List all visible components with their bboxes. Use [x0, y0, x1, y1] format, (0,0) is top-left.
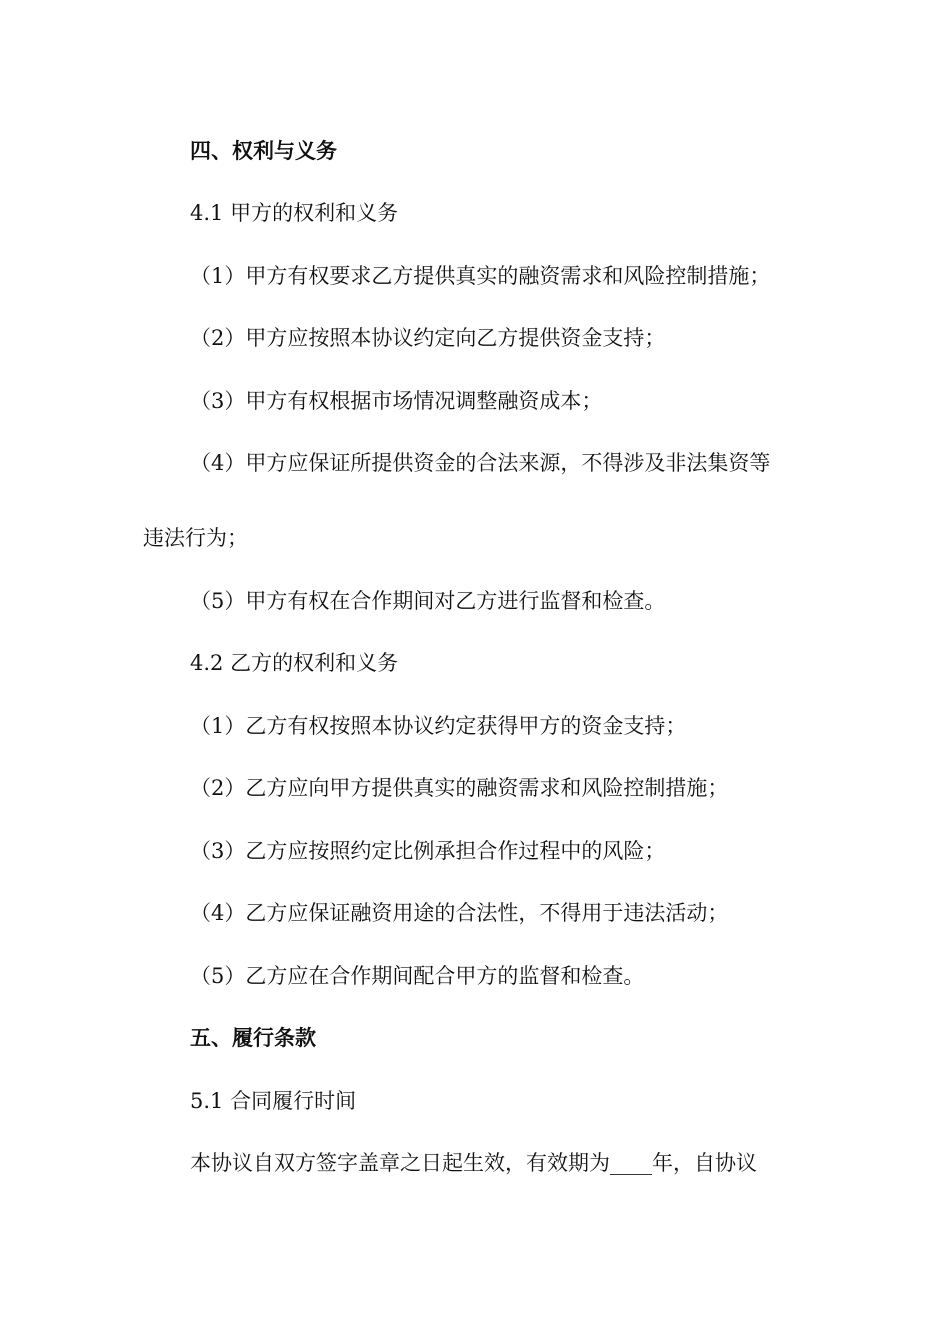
- clause-item: （1）乙方有权按照本协议约定获得甲方的资金支持；: [190, 714, 687, 738]
- clause-item: （2）乙方应向甲方提供真实的融资需求和风险控制措施；: [190, 776, 729, 800]
- clause-item: （4）甲方应保证所提供资金的合法来源，不得涉及非法集资等: [190, 451, 771, 475]
- subsection-title: 4.1 甲方的权利和义务: [190, 201, 399, 225]
- section-heading: 四、权利与义务: [190, 138, 337, 163]
- clause-item: （1）甲方有权要求乙方提供真实的融资需求和风险控制措施；: [190, 264, 771, 288]
- paragraph-text: 本协议自双方签字盖章之日起生效，有效期为____年，自协议: [190, 1151, 757, 1175]
- section-heading: 五、履行条款: [190, 1025, 316, 1050]
- clause-item: （3）乙方应按照约定比例承担合作过程中的风险；: [190, 839, 666, 863]
- subsection-title: 5.1 合同履行时间: [190, 1089, 357, 1113]
- clause-item: （5）乙方应在合作期间配合甲方的监督和检查。: [190, 964, 645, 988]
- clause-item: （3）甲方有权根据市场情况调整融资成本；: [190, 389, 603, 413]
- clause-item: （2）甲方应按照本协议约定向乙方提供资金支持；: [190, 326, 666, 350]
- clause-item-continuation: 违法行为；: [143, 526, 248, 550]
- subsection-title: 4.2 乙方的权利和义务: [190, 651, 399, 675]
- clause-item: （5）甲方有权在合作期间对乙方进行监督和检查。: [190, 589, 666, 613]
- clause-item: （4）乙方应保证融资用途的合法性，不得用于违法活动；: [190, 901, 729, 925]
